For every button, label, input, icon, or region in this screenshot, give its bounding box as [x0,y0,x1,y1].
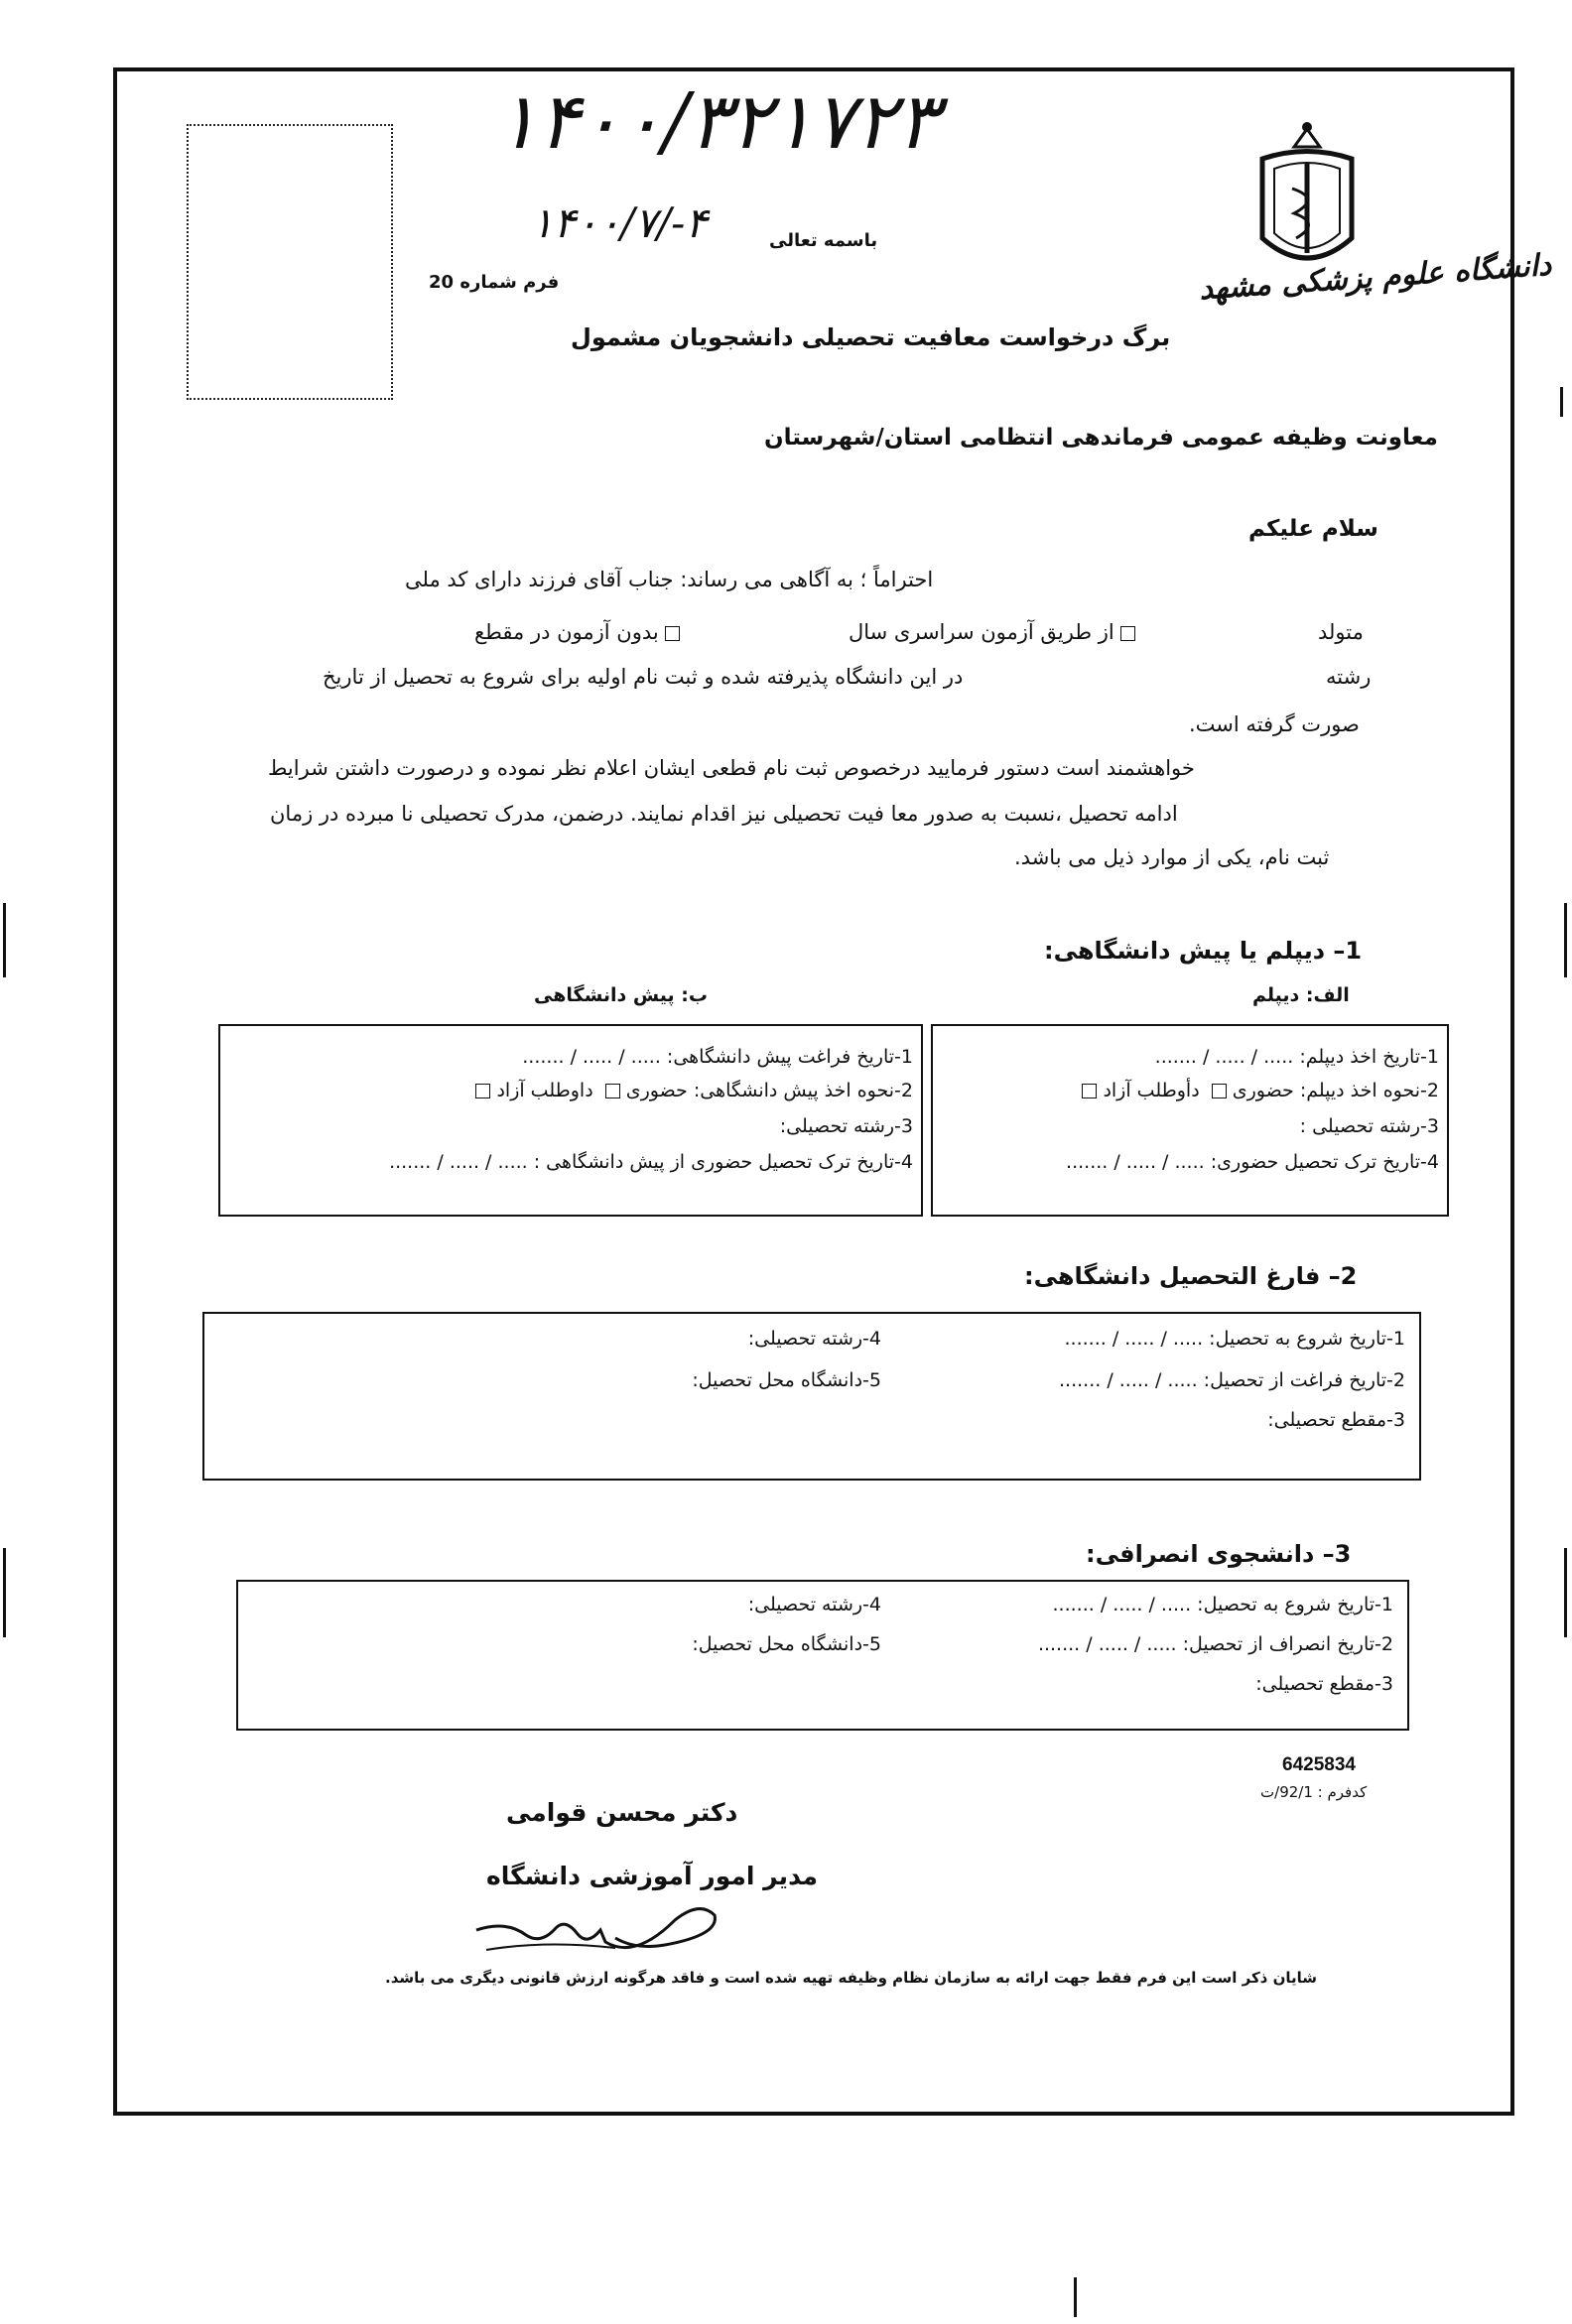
edge-mark [3,1548,6,1637]
section1-sub-diploma: الف: دیپلم [1252,984,1350,1006]
preuniversity-method-field: 2-نحوه اخذ پیش دانشگاهی: حضوری داوطلب آزاد [469,1080,913,1101]
letter-para-1: خواهشمند است دستور فرمایید درخصوص ثبت نام قطعی ایشان اعلام نظر نموده و درصورت داشتن شرایط [268,756,1195,780]
section1-sub-preuniversity: ب: پیش دانشگاهی [534,984,708,1006]
letter-line-4: صورت گرفته است. [1189,712,1360,736]
no-exam-checkbox[interactable] [665,626,680,641]
handwritten-number: ۱۴۰۰/۳۲۱۷۲۳ [496,77,939,167]
bismillah: باسمه تعالی [769,230,878,251]
diploma-date-field: 1-تاریخ اخذ دیپلم: ..... / ..... / ....... [1154,1046,1439,1068]
handwritten-date: ۱۴۰۰/۷/-۴ [531,198,708,247]
preuniversity-free-candidate-checkbox[interactable] [475,1084,490,1098]
edge-mark [3,903,6,977]
letter-para-3: ثبت نام، یکی از موارد ذیل می باشد. [1014,845,1330,869]
preuniversity-in-person-checkbox[interactable] [605,1084,620,1098]
withdrawn-university-field: 5-دانشگاه محل تحصیل: [692,1633,881,1655]
preuniversity-major-field: 3-رشته تحصیلی: [779,1115,913,1137]
addressee-line: معاونت وظیفه عمومی فرماندهی انتظامی استان/شهرستان [764,425,1438,451]
preuniversity-box [218,1024,923,1217]
diploma-in-person-checkbox[interactable] [1212,1084,1227,1098]
diploma-box [931,1024,1449,1217]
section3-title: 3– دانشجوی انصرافی: [1086,1540,1352,1568]
graduate-degree-field: 3-مقطع تحصیلی: [1267,1409,1405,1431]
label-major: رشته [1326,665,1372,689]
form-title: برگ درخواست معافیت تحصیلی دانشجویان مشمول [571,323,1171,351]
document-code-number: 6425834 [1282,1754,1356,1775]
edge-mark [1564,1548,1567,1637]
letter-line-3: در این دانشگاه پذیرفته شده و ثبت نام اولیه برای شروع به تحصیل از تاریخ [323,665,964,689]
edge-mark [1074,2277,1077,2317]
graduate-start-date-field: 1-تاریخ شروع به تحصیل: ..... / ..... / ....... [1064,1328,1405,1350]
diploma-major-field: 3-رشته تحصیلی : [1299,1115,1439,1137]
university-name: دانشگاه علوم پزشکی مشهد [1198,247,1553,308]
signature [466,1890,734,1970]
label-born: متولد [1318,620,1364,644]
legal-note: شایان ذکر است این فرم فقط جهت ارائه به سازمان نظام وظیفه تهیه شده است و فاقد هرگونه ارزش قانونی دیگری می باشد. [385,1969,1318,1987]
graduate-end-date-field: 2-تاریخ فراغت از تحصیل: ..... / ..... / ....... [1059,1369,1405,1391]
withdrawn-end-date-field: 2-تاریخ انصراف از تحصیل: ..... / ..... / ....... [1037,1633,1393,1655]
preuniversity-date-field: 1-تاریخ فراغت پیش دانشگاهی: ..... / ..... / ....... [522,1046,913,1068]
graduate-box [202,1312,1421,1481]
photo-placeholder [187,124,393,400]
national-exam-checkbox[interactable] [1120,626,1135,641]
preuniversity-dropout-field: 4-تاریخ ترک تحصیل حضوری از پیش دانشگاهی : ..... / ..... / ....... [389,1151,913,1173]
signer-name: دکتر محسن قوامی [506,1798,738,1827]
diploma-method-field: 2-نحوه اخذ دیپلم: حضوری دأوطلب آزاد [1076,1080,1439,1101]
edge-mark [1560,387,1563,417]
withdrawn-box [236,1580,1409,1731]
withdrawn-start-date-field: 1-تاریخ شروع به تحصیل: ..... / ..... / ....... [1052,1594,1393,1615]
section1-title: 1– دیپلم یا پیش دانشگاهی: [1044,937,1363,965]
graduate-university-field: 5-دانشگاه محل تحصیل: [692,1369,881,1391]
letter-para-2: ادامه تحصیل ،نسبت به صدور معا فیت تحصیلی نیز اقدام نمایند. درضمن، مدرک تحصیلی نا مبرده در زمان [270,802,1178,826]
option-no-exam: بدون آزمون در مقطع [474,620,686,644]
greeting: سلام علیکم [1248,516,1378,542]
form-code: کدفرم : 92/1/ت [1260,1783,1368,1801]
withdrawn-major-field: 4-رشته تحصیلی: [747,1594,881,1615]
withdrawn-degree-field: 3-مقطع تحصیلی: [1255,1673,1393,1695]
form-number: فرم شماره 20 [429,272,560,293]
diploma-dropout-field: 4-تاریخ ترک تحصیل حضوری: ..... / ..... / ....... [1066,1151,1439,1173]
edge-mark [1564,903,1567,977]
option-national-exam: از طریق آزمون سراسری سال [849,620,1141,644]
signer-title: مدیر امور آموزشی دانشگاه [486,1862,818,1890]
graduate-major-field: 4-رشته تحصیلی: [747,1328,881,1350]
letter-line-1: احتراماً ؛ به آگاهی می رساند: جناب آقای فرزند دارای کد ملی [405,568,934,591]
diploma-free-candidate-checkbox[interactable] [1082,1084,1097,1098]
section2-title: 2– فارغ التحصیل دانشگاهی: [1024,1262,1358,1290]
